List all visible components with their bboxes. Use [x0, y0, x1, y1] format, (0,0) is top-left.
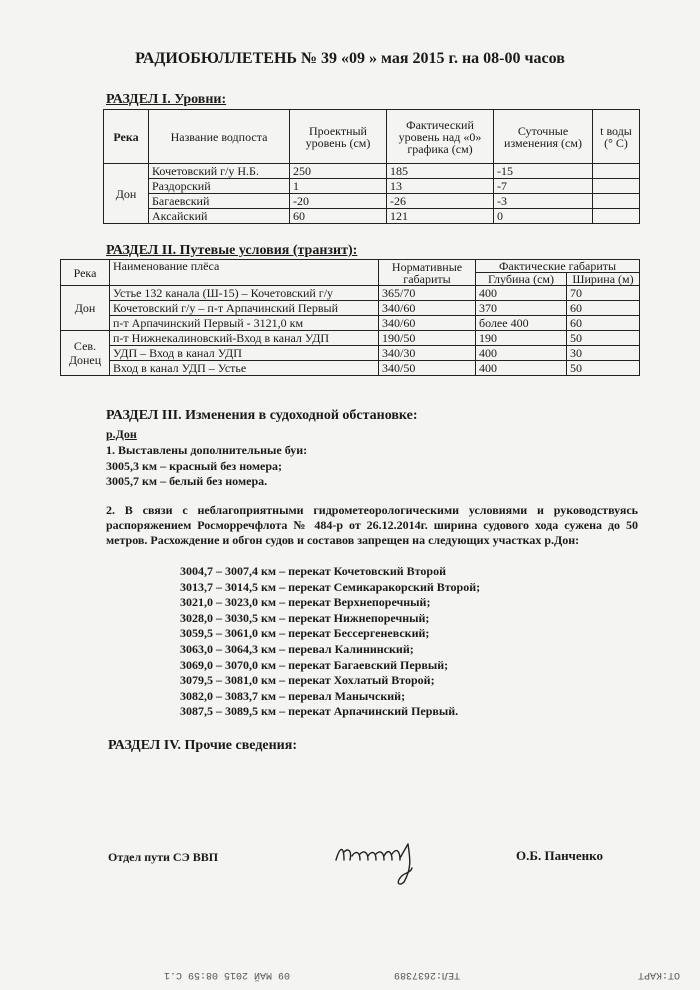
daily-cell: -15 — [494, 164, 593, 179]
buoy-line: 3005,3 км – красный без номера; — [106, 459, 283, 473]
width-cell: 60 — [567, 301, 640, 316]
table-row — [61, 331, 640, 346]
reach-cell: Вход в канал УДП – Устье — [110, 361, 379, 376]
river-cell: Дон — [61, 286, 110, 331]
table-row — [61, 286, 640, 301]
normative-cell: 190/50 — [379, 331, 476, 346]
normative-cell: 340/60 — [379, 301, 476, 316]
design-cell: 250 — [290, 164, 387, 179]
item1-title: 1. Выставлены дополнительные буи: — [106, 443, 308, 457]
list-item: 3063,0 – 3064,3 км – перевал Калининский; — [180, 641, 414, 656]
list-item: 3069,0 – 3070,0 км – перекат Багаевский Первый; — [180, 657, 449, 672]
width-cell: 30 — [567, 346, 640, 361]
reach-list — [180, 564, 480, 720]
depth-cell: 400 — [476, 361, 567, 376]
table-row — [61, 361, 640, 376]
table-row — [61, 301, 640, 316]
table-row — [61, 316, 640, 331]
reach-cell: п-т Нижнекалиновский-Вход в канал УДП — [110, 331, 379, 346]
col-daily: Суточные изменения (см) — [494, 110, 593, 164]
col-river: Река — [104, 110, 149, 164]
normative-cell: 340/30 — [379, 346, 476, 361]
list-item: 3013,7 – 3014,5 км – перекат Семикаракорский Второй; — [180, 579, 481, 594]
col-temp: t воды (° С) — [593, 110, 640, 164]
reach-cell: УДП – Вход в канал УДП — [110, 346, 379, 361]
actual-cell: 121 — [387, 209, 494, 224]
depth-cell: 400 — [476, 286, 567, 301]
section3-heading: РАЗДЕЛ III. Изменения в судоходной обстановке: — [106, 408, 418, 423]
depth-cell: 370 — [476, 301, 567, 316]
width-cell: 70 — [567, 286, 640, 301]
list-item: 3082,0 – 3083,7 км – перевал Манычский; — [180, 688, 406, 703]
table-row — [61, 346, 640, 361]
post-cell: Багаевский — [149, 194, 290, 209]
temp-cell — [593, 179, 640, 194]
item2-paragraph: 2. В связи с неблагоприятными гидрометеорологическими условиями и руководствуясь распоряжением Росморречфлота № 484-р от 26.12.2014г. ширина судового хода сужена до 50 метров. Расхождение и обгон судов и составов запрещен на следующих участках р.Дон: — [106, 503, 638, 547]
normative-cell: 340/50 — [379, 361, 476, 376]
col-actual: Фактический уровень над «0» графика (см) — [387, 110, 494, 164]
section2-heading: РАЗДЕЛ II. Путевые условия (транзит): — [106, 243, 358, 258]
depth-cell: более 400 — [476, 316, 567, 331]
transit-table — [60, 259, 640, 376]
depth-cell: 400 — [476, 346, 567, 361]
temp-cell — [593, 164, 640, 179]
col-normative: Нормативные габариты — [379, 260, 476, 286]
daily-cell: -3 — [494, 194, 593, 209]
fax-tel: ТЕЛ:2637389 — [393, 969, 460, 980]
temp-cell — [593, 209, 640, 224]
buoy-line: 3005,7 км – белый без номера. — [106, 474, 268, 488]
section4-heading: РАЗДЕЛ IV. Прочие сведения: — [108, 738, 297, 753]
temp-cell — [593, 194, 640, 209]
bulletin-title: РАДИОБЮЛЛЕТЕНЬ № 39 «09 » мая 2015 г. на 08-00 часов — [135, 50, 565, 67]
river-cell: Дон — [104, 164, 149, 224]
fax-date: 09 МАЙ 2015 08:59 С.1 — [163, 969, 290, 980]
list-item: 3028,0 – 3030,5 км – перекат Нижнепоречный; — [180, 610, 430, 625]
river-cell: Сев. Донец — [61, 331, 110, 376]
design-cell: -20 — [290, 194, 387, 209]
levels-table — [103, 109, 640, 224]
design-cell: 60 — [290, 209, 387, 224]
daily-cell: 0 — [494, 209, 593, 224]
width-cell: 60 — [567, 316, 640, 331]
col-width: Ширина (м) — [567, 273, 640, 286]
reach-cell: Устье 132 канала (Ш-15) – Кочетовский г/у — [110, 286, 379, 301]
table-row — [104, 209, 640, 224]
actual-cell: -26 — [387, 194, 494, 209]
section1-heading: РАЗДЕЛ I. Уровни: — [106, 92, 227, 107]
daily-cell: -7 — [494, 179, 593, 194]
normative-cell: 340/60 — [379, 316, 476, 331]
col-river: Река — [61, 260, 110, 286]
fax-header — [0, 962, 700, 980]
department-label: Отдел пути СЭ ВВП — [108, 850, 219, 864]
list-item: 3021,0 – 3023,0 км – перекат Верхнепоречный; — [180, 595, 431, 610]
table-row — [104, 164, 640, 179]
col-reach: Наименование плёса — [110, 260, 379, 286]
col-actual: Фактические габариты — [476, 260, 640, 273]
river-label: р.Дон — [106, 427, 137, 441]
signatory-name: О.Б. Панченко — [516, 848, 603, 863]
col-design: Проектный уровень (см) — [290, 110, 387, 164]
list-item: 3079,5 – 3081,0 км – перекат Хохлатый Второй; — [180, 673, 435, 688]
signature — [330, 838, 450, 888]
list-item: 3004,7 – 3007,4 км – перекат Кочетовский Второй — [180, 564, 446, 578]
depth-cell: 190 — [476, 331, 567, 346]
normative-cell: 365/70 — [379, 286, 476, 301]
actual-cell: 185 — [387, 164, 494, 179]
actual-cell: 13 — [387, 179, 494, 194]
reach-cell: п-т Арпачинский Первый - 3121,0 км — [110, 316, 379, 331]
post-cell: Аксайский — [149, 209, 290, 224]
reach-cell: Кочетовский г/у – п-т Арпачинский Первый — [110, 301, 379, 316]
col-depth: Глубина (см) — [476, 273, 567, 286]
post-cell: Раздорский — [149, 179, 290, 194]
width-cell: 50 — [567, 361, 640, 376]
width-cell: 50 — [567, 331, 640, 346]
list-item: 3087,5 – 3089,5 км – перекат Арпачинский Первый. — [180, 704, 459, 719]
list-item: 3059,5 – 3061,0 км – перекат Бессергеневский; — [180, 626, 430, 641]
design-cell: 1 — [290, 179, 387, 194]
table-row — [104, 179, 640, 194]
col-post: Название водпоста — [149, 110, 290, 164]
fax-from: ОТ:КАРТ — [637, 969, 680, 980]
post-cell: Кочетовский г/у Н.Б. — [149, 164, 290, 179]
table-row — [104, 194, 640, 209]
